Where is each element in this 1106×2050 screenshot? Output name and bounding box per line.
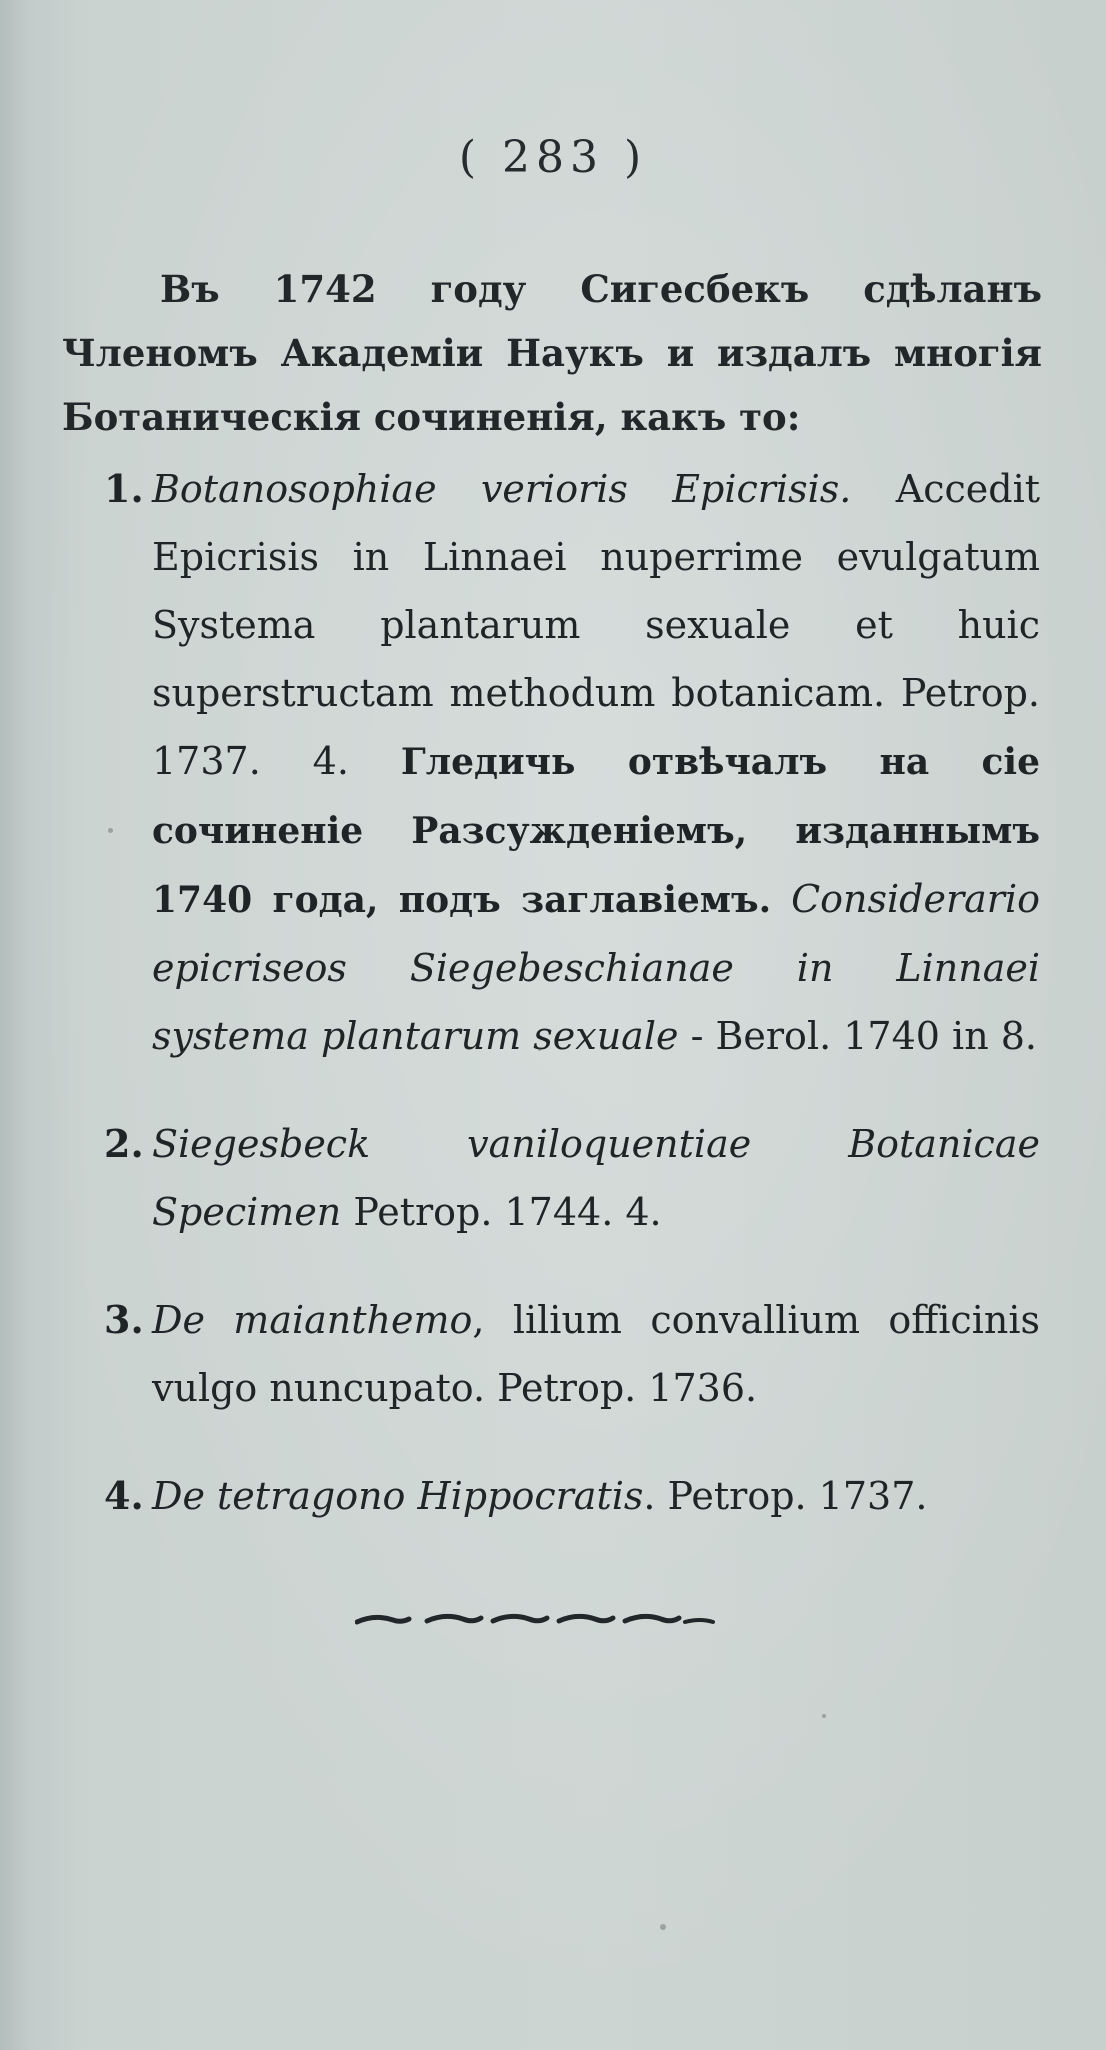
bibliography-list — [0, 455, 1106, 1570]
page-number: ( 283 ) — [458, 132, 648, 183]
entry-title: Siegesbeck vaniloquentiae Botanicae Specimen — [152, 1122, 1040, 1234]
intro-paragraph: Въ 1742 году Сигесбекъ сдѣланъ Членомъ Академіи Наукъ и издалъ многія Ботаническія сочиненія, какъ то: — [62, 267, 1042, 439]
entry-title: Botanosophiae verioris Epicrisis. — [152, 467, 852, 511]
entry-number: 3. — [104, 1297, 144, 1342]
entry-text: , lilium convallium officinis vulgo nuncupato. Petrop. 1736. — [152, 1298, 1040, 1410]
entry-title: De maianthemo — [152, 1298, 473, 1342]
entry-number: 1. — [104, 466, 144, 511]
bibliography-entry — [104, 1110, 1040, 1246]
entry-text: - Berol. 1740 in 8. — [678, 1014, 1037, 1058]
entry-text: Petrop. 1744. 4. — [341, 1190, 662, 1234]
paper-speck — [538, 1048, 541, 1051]
bibliography-entry — [104, 455, 1041, 1070]
bibliography-entry — [104, 1286, 1040, 1422]
paper-speck — [822, 1714, 826, 1718]
paper-speck — [108, 828, 113, 833]
entry-text: Accedit Epicrisis in Linnaei nuperrime evulgatum Systema plantarum sexuale et huic superstructam methodum botanicam. Petrop. 1737. 4. — [152, 467, 1040, 783]
bibliography-entry — [104, 1462, 1040, 1530]
entry-number: 2. — [104, 1121, 144, 1166]
paper-speck — [660, 1924, 666, 1930]
entry-russian-note: Гледичь отвѣчалъ на сіе сочиненіе Разсужденіемъ, изданнымъ 1740 года, подъ заглавіемъ. — [152, 741, 1041, 921]
entry-number: 4. — [104, 1473, 144, 1518]
entry-title: De tetragono Hippocratis — [152, 1474, 644, 1518]
entry-text: . Petrop. 1737. — [643, 1474, 928, 1518]
tail-ornament — [355, 1606, 715, 1634]
entry-title: Considerario epicriseos Siegebeschianae in Linnaei systema plantarum sexuale — [152, 877, 1040, 1058]
